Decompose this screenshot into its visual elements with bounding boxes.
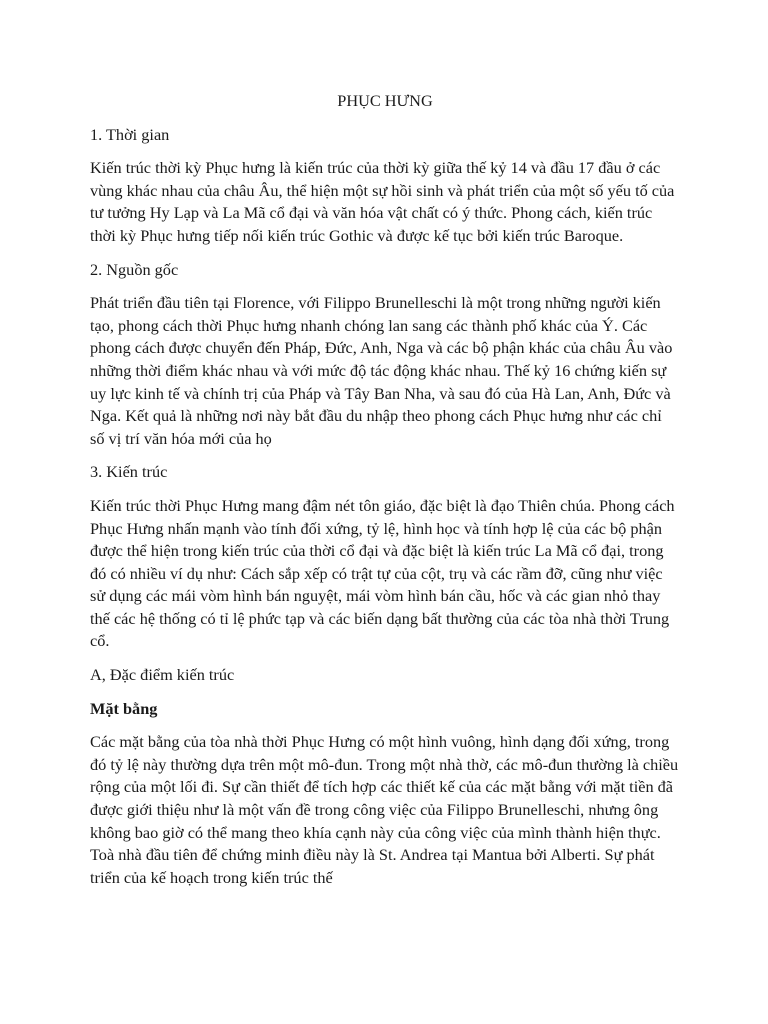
paragraph-origin: Phát triển đầu tiên tại Florence, với Filippo Brunelleschi là một trong những người kiến tạo, phong cách thời Phục hưng nhanh chóng lan sang các thành phố khác của Ý. Các phong cách được chuyển đến Pháp, Đức, Anh, Nga và các bộ phận khác của châu Âu vào những thời điểm khác nhau và với mức độ tác động khác nhau. Thế kỷ 16 chứng kiến sự uy lực kinh tế và chính trị của Pháp và Tây Ban Nha, và sau đó của Hà Lan, Anh, Đức và Nga. Kết quả là những nơi này bắt đầu du nhập theo phong cách Phục hưng như các chỉ số vị trí văn hóa mới của họ	[90, 293, 673, 448]
subsection-heading-floor-plan: Mặt bằng	[90, 698, 158, 718]
section-heading-architecture: 3. Kiến trúc	[90, 462, 168, 482]
section-heading-time: 1. Thời gian	[90, 124, 170, 144]
document-title: PHỤC HƯNG	[337, 91, 433, 110]
paragraph-floor-plan: Các mặt bằng của tòa nhà thời Phục Hưng có một hình vuông, hình dạng đối xứng, trong đó tỷ lệ này thường dựa trên một mô-đun. Trong một nhà thờ, các mô-đun thường là chiều rộng của một lối đi. Sự cần thiết để tích hợp các thiết kế của các mặt bằng với mặt tiền đã được giới thiệu như là một vấn đề trong công việc của Filippo Brunelleschi, nhưng ông không bao giờ có thể mang theo khía cạnh này của công việc của mình thành hiện thực. Toà nhà đầu tiên để chứng minh điều này là St. Andrea tại Mantua bởi Alberti. Sự phát triển của kế hoạch trong kiến trúc thế	[90, 732, 679, 887]
paragraph-time: Kiến trúc thời kỳ Phục hưng là kiến trúc của thời kỳ giữa thế kỷ 14 và đầu 17 đầu ở các vùng khác nhau của châu Âu, thể hiện một sự hồi sinh và phát triển của một số yếu tố của tư tưởng Hy Lạp và La Mã cổ đại và văn hóa vật chất có ý thức. Phong cách, kiến trúc thời kỳ Phục hưng tiếp nối kiến trúc Gothic và được kế tục bởi kiến trúc Baroque.	[90, 158, 675, 245]
paragraph-architecture: Kiến trúc thời Phục Hưng mang đậm nét tôn giáo, đặc biệt là đạo Thiên chúa. Phong cách Phục Hưng nhấn mạnh vào tính đối xứng, tỷ lệ, hình học và tính hợp lệ của các bộ phận được thể hiện trong kiến trúc của thời cổ đại và đặc biệt là kiến trúc La Mã cổ đại, trong đó có nhiều ví dụ như: Cách sắp xếp có trật tự của cột, trụ và các rầm đỡ, cũng như việc sử dụng các mái vòm hình bán nguyệt, mái vòm hình bán cầu, hốc và các gian nhỏ thay thế các hệ thống có tỉ lệ phức tạp và các biến dạng bất thường của các tòa nhà thời Trung cổ.	[90, 495, 675, 651]
section-heading-origin: 2. Nguồn gốc	[90, 259, 179, 279]
document-page	[90, 90, 680, 900]
subsection-heading-features: A, Đặc điểm kiến trúc	[90, 665, 235, 685]
